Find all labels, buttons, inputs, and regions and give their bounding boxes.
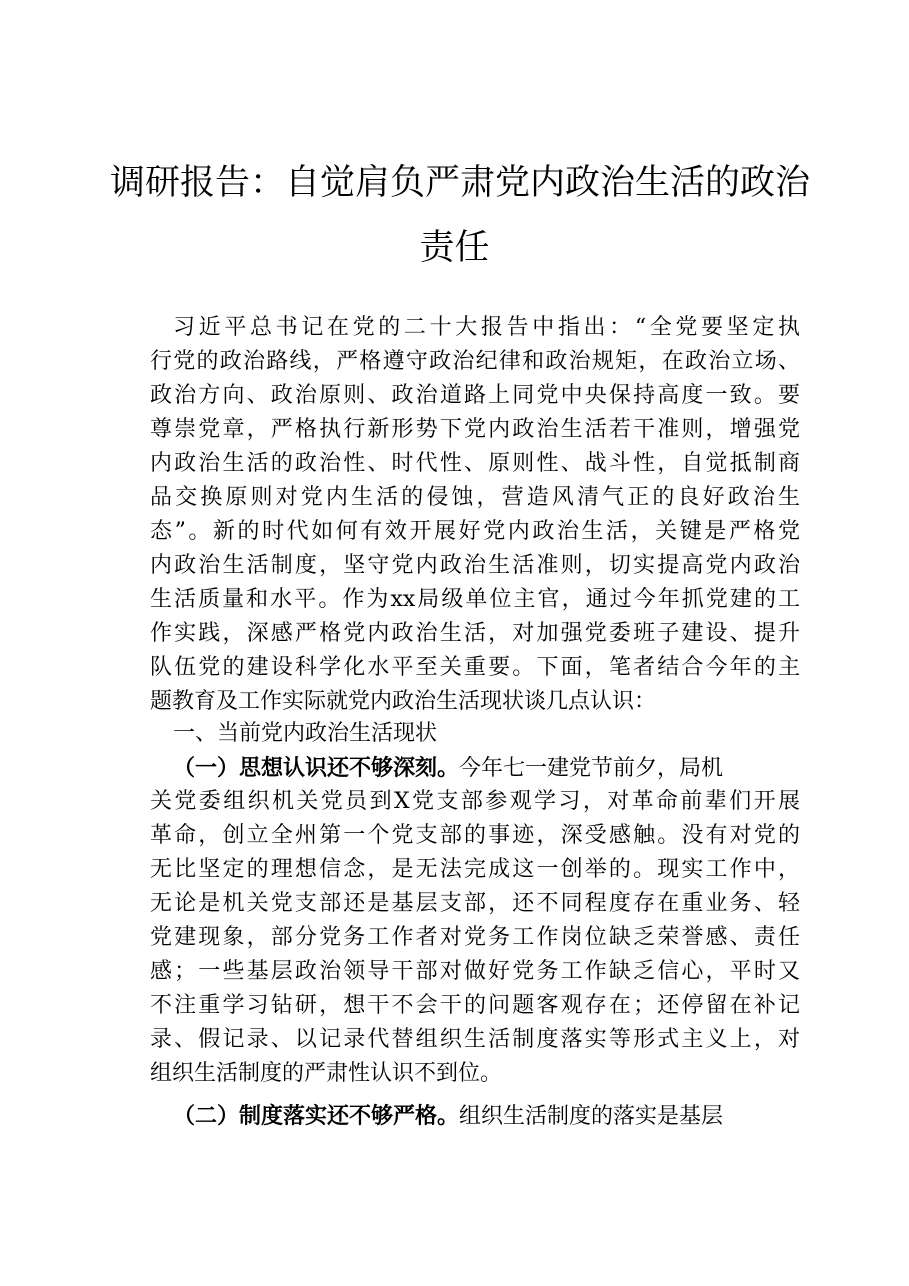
paragraph-1-line-11: 队伍党的建设科学化水平至关重要。下面，笔者结合今年的主	[150, 655, 800, 680]
section-1-line-10: 组织生活制度的严肃性认识不到位。	[150, 1061, 503, 1086]
document-title-line-2: 责任	[419, 228, 490, 268]
section-1-line-3: 革命，创立全州第一个党支部的事迹，深受感触。没有对党的	[150, 823, 800, 848]
section-1-line-9: 录、假记录、以记录代替组织生活制度落实等形式主义上，对	[150, 1027, 800, 1052]
paragraph-1-line-10: 作实践，深感严格党内政治生活，对加强党委班子建设、提升	[150, 621, 800, 646]
section-2-first-line	[173, 1101, 800, 1131]
paragraph-1-line-2: 行党的政治路线，严格遵守政治纪律和政治规矩，在政治立场、	[150, 349, 800, 374]
section-1-line-6: 党建现象，部分党务工作者对党务工作岗位缺乏荣誉感、责任	[150, 925, 800, 950]
section-2-subheading: （二）制度落实还不够严格。	[173, 1103, 460, 1129]
paragraph-1-line-9: 生活质量和水平。作为xx局级单位主官，通过今年抓党建的工	[150, 587, 800, 612]
section-1-first-line	[173, 753, 800, 783]
paragraph-1-line-1: 习近平总书记在党的二十大报告中指出：“全党要坚定执	[173, 315, 800, 340]
paragraph-1-line-6: 品交换原则对党内生活的侵蚀，营造风清气正的良好政治生	[150, 485, 800, 510]
section-1-line-5: 无论是机关党支部还是基层支部，还不同程度存在重业务、轻	[150, 891, 800, 916]
section-1-line-7: 感；一些基层政治领导干部对做好党务工作缺乏信心，平时又	[150, 959, 800, 984]
paragraph-1-line-7: 态”。新的时代如何有效开展好党内政治生活，关键是严格党	[150, 519, 800, 544]
paragraph-1-line-4: 尊崇党章，严格执行新形势下党内政治生活若干准则，增强党	[150, 417, 800, 442]
section-1-line-2: 关党委组织机关党员到X党支部参观学习，对革命前辈们开展	[150, 789, 800, 814]
section-1-subheading: （一）思想认识还不够深刻。	[173, 755, 460, 781]
section-2-first-line-text: 组织生活制度的落实是基层	[459, 1104, 724, 1129]
section-1-line-4: 无比坚定的理想信念，是无法完成这一创举的。现实工作中，	[150, 857, 800, 882]
section-heading-1: 一、当前党内政治生活现状	[173, 721, 438, 746]
document-title-line-1: 调研报告：自觉肩负严肃党内政治生活的政治	[110, 163, 811, 203]
paragraph-1-line-3: 政治方向、政治原则、政治道路上同党中央保持高度一致。要	[150, 383, 800, 408]
section-1-first-line-text: 今年七一建党节前夕，局机	[459, 756, 724, 781]
paragraph-1-line-5: 内政治生活的政治性、时代性、原则性、战斗性，自觉抵制商	[150, 451, 800, 476]
paragraph-1-line-8: 内政治生活制度，坚守党内政治生活准则，切实提高党内政治	[150, 553, 800, 578]
section-1-line-8: 不注重学习钻研，想干不会干的问题客观存在；还停留在补记	[150, 993, 800, 1018]
paragraph-1-line-12: 题教育及工作实际就党内政治生活现状谈几点认识：	[150, 689, 657, 714]
